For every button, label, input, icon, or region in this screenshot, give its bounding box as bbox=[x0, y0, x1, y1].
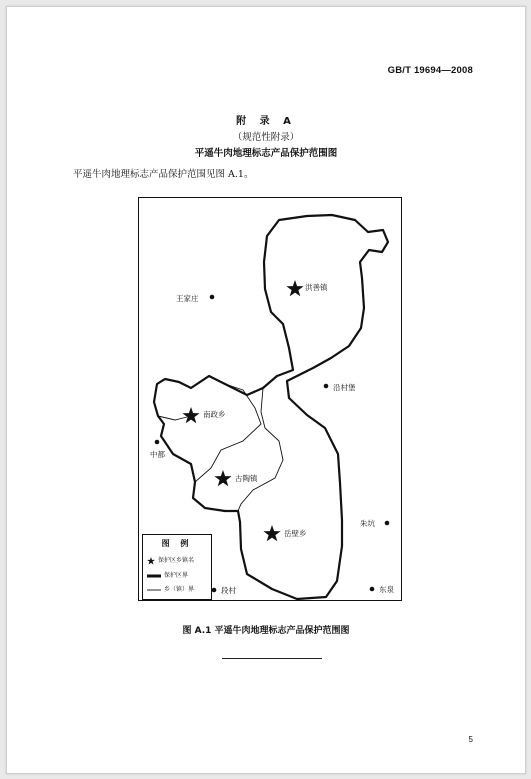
legend-thick-label: 保护区界 bbox=[164, 572, 189, 579]
label-wangjiazhuang: 王家庄 bbox=[176, 294, 199, 303]
label-dongquan: 东泉 bbox=[379, 585, 394, 594]
standard-number: GB/T 19694—2008 bbox=[387, 65, 473, 76]
thick-line-icon bbox=[147, 574, 161, 578]
label-gutao: 古陶镇 bbox=[235, 474, 258, 483]
document-page bbox=[6, 6, 526, 774]
map-legend bbox=[142, 534, 212, 600]
town-boundary-west bbox=[158, 416, 187, 420]
dot-zhongdu bbox=[155, 440, 160, 445]
label-yuebi: 岳壁乡 bbox=[284, 529, 307, 538]
town-boundary-middle bbox=[195, 384, 261, 482]
intro-paragraph: 平遥牛肉地理标志产品保护范围见图 A.1。 bbox=[73, 169, 254, 180]
figure-caption: 图 A.1 平遥牛肉地理标志产品保护范围图 bbox=[182, 626, 350, 636]
legend-thin-row bbox=[147, 584, 194, 593]
star-nanzheng bbox=[182, 407, 199, 423]
dot-duancun bbox=[212, 588, 217, 593]
legend-star-row bbox=[147, 555, 194, 565]
appendix-heading: 平遥牛肉地理标志产品保护范围图 bbox=[194, 148, 338, 159]
label-duancun: 段村 bbox=[221, 586, 236, 595]
label-zhongdu: 中都 bbox=[150, 450, 165, 459]
legend-thick-row bbox=[147, 570, 188, 579]
page-number: 5 bbox=[468, 735, 473, 744]
dot-zhukeng bbox=[385, 521, 390, 526]
appendix-title: 附 录 A bbox=[236, 116, 296, 127]
legend-star-label: 保护区乡镇名 bbox=[158, 557, 195, 564]
legend-thin-label: 乡（镇）界 bbox=[164, 586, 195, 593]
label-zhukeng: 朱坑 bbox=[360, 519, 375, 528]
star-gutao bbox=[214, 470, 231, 486]
label-yancunbao: 沿村堡 bbox=[333, 383, 356, 392]
star-yuebi bbox=[263, 525, 280, 541]
dot-yancunbao bbox=[324, 384, 329, 389]
label-nanzheng: 南政乡 bbox=[203, 410, 226, 419]
star-icon bbox=[147, 557, 155, 565]
appendix-type: （规范性附录） bbox=[232, 132, 300, 143]
legend-title: 图 例 bbox=[161, 539, 193, 548]
end-rule bbox=[222, 658, 322, 659]
thin-line-icon bbox=[147, 588, 161, 592]
star-hongshan bbox=[286, 280, 303, 296]
dot-dongquan bbox=[370, 587, 375, 592]
town-boundary-north bbox=[261, 388, 279, 441]
dot-wangjiazhuang bbox=[210, 295, 215, 300]
label-hongshan: 洪善镇 bbox=[305, 283, 328, 292]
